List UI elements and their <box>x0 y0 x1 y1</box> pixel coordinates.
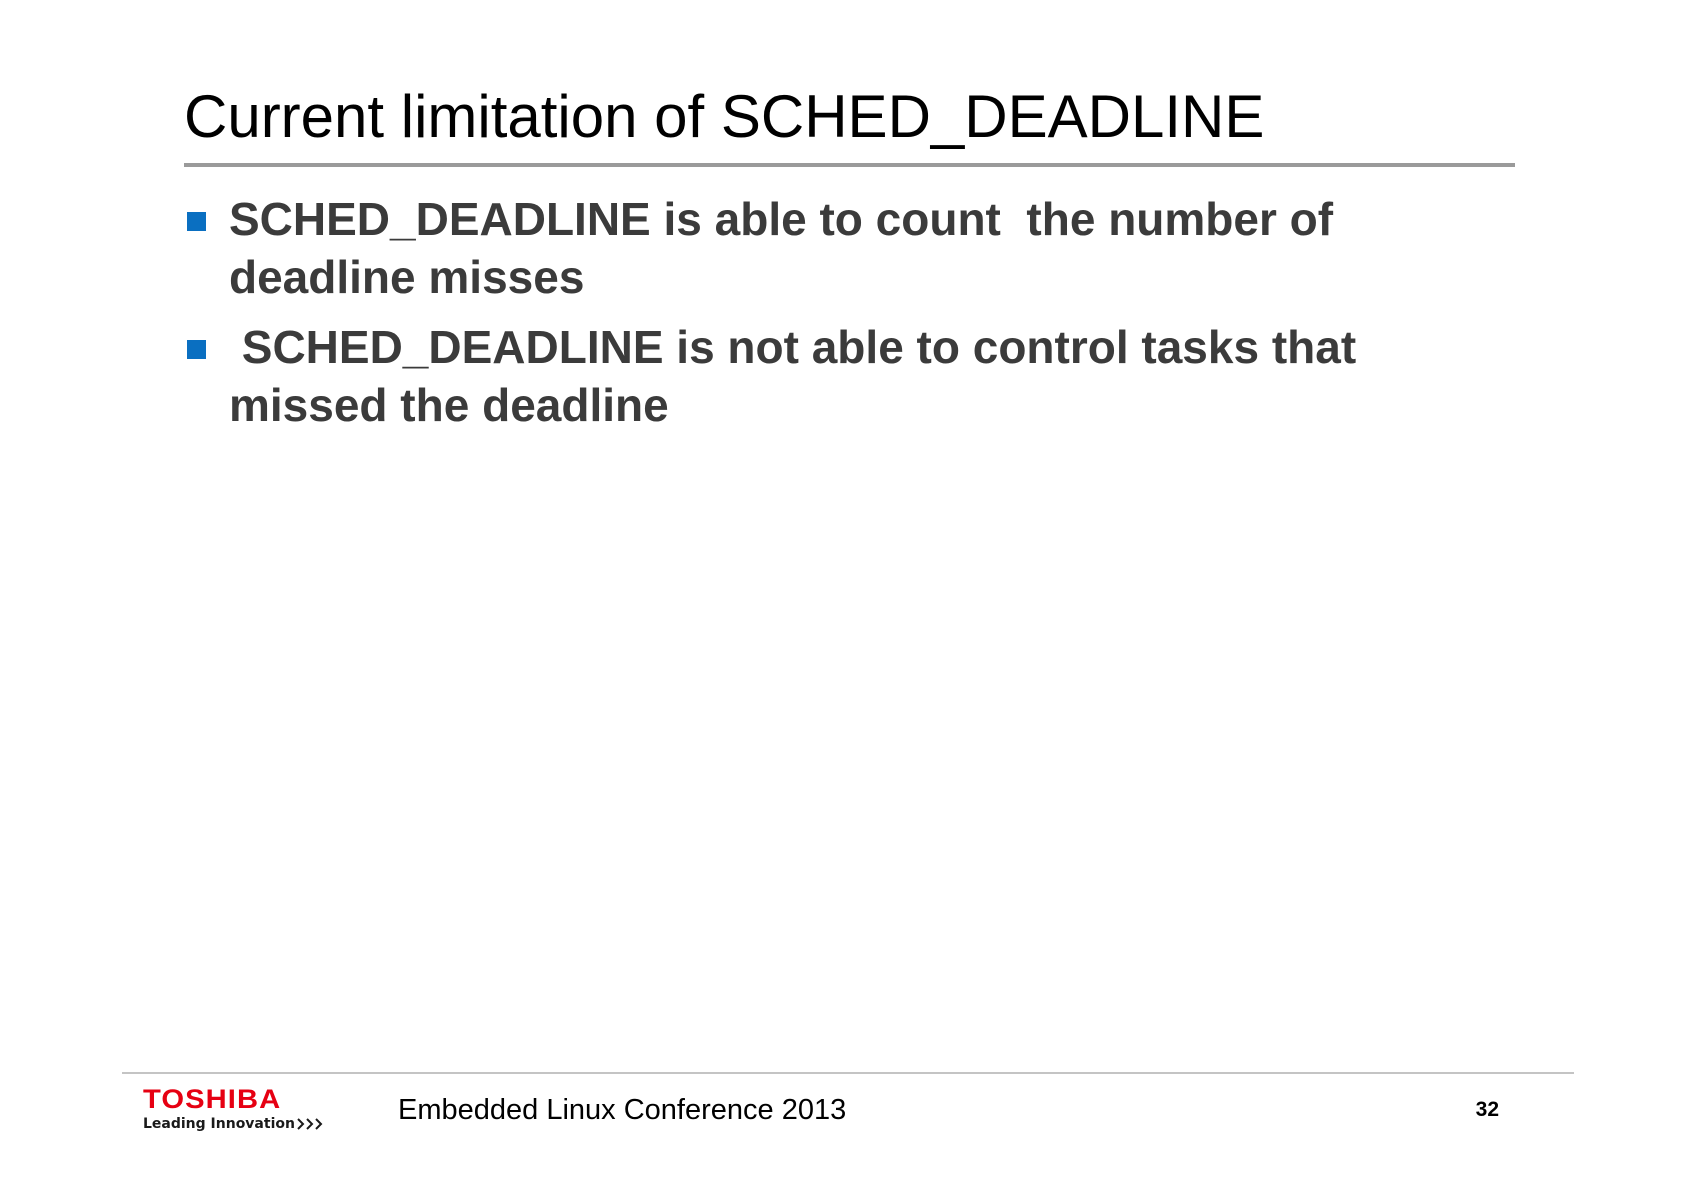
footer-divider <box>122 1072 1574 1074</box>
toshiba-logo <box>143 1084 333 1134</box>
bullet-item <box>184 318 1514 434</box>
bullet-text: SCHED_DEADLINE is not able to control tasks that missed the deadline <box>229 321 1369 431</box>
logo-wordmark: TOSHIBA <box>143 1084 282 1114</box>
triple-chevron-right-icon <box>296 1117 326 1131</box>
bullet-list <box>184 190 1514 446</box>
bullet-text: SCHED_DEADLINE is able to count the number of deadline misses <box>229 193 1346 303</box>
bullet-item <box>184 190 1514 306</box>
conference-name: Embedded Linux Conference 2013 <box>398 1094 847 1126</box>
title-divider <box>184 163 1515 167</box>
slide-title: Current limitation of SCHED_DEADLINE <box>184 83 1265 150</box>
square-bullet-icon <box>187 340 206 359</box>
page-number: 32 <box>1475 1098 1499 1121</box>
square-bullet-icon <box>187 212 206 231</box>
logo-tagline: Leading Innovation <box>143 1116 295 1132</box>
